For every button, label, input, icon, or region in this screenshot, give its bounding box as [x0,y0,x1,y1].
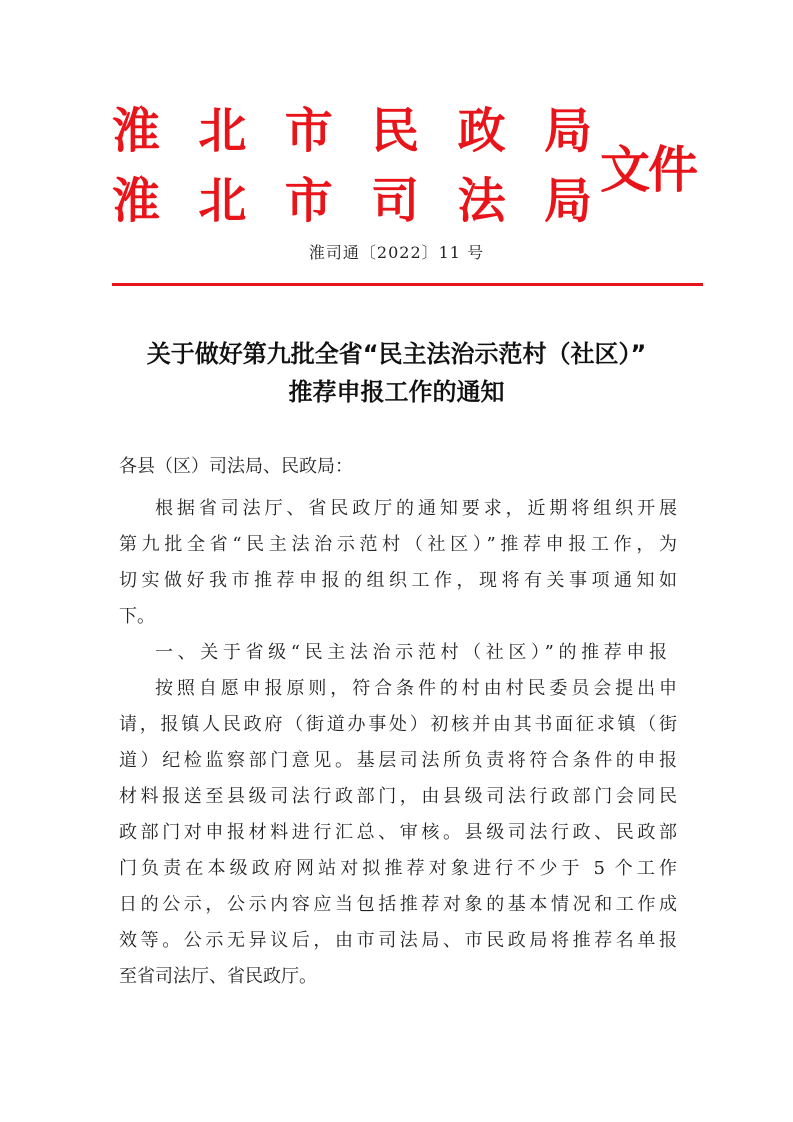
body-line: 效等。公示无异议后，由市司法局、市民政局将推荐名单报 [119,930,677,951]
body-line: 第九批全省“民主法治示范村（社区）”推荐申报工作，为 [119,534,677,555]
issuer-char: 淮 [112,173,161,229]
header-red-divider [112,283,703,286]
issuer-char: 北 [198,173,247,229]
section-heading: 一、关于省级“民主法治示范村（社区）”的推荐申报 [155,642,667,663]
issuer-char: 法 [457,173,506,229]
issuer-char: 淮 [112,103,161,159]
document-title-line-2: 推荐申报工作的通知 [288,378,505,406]
issuer-char: 政 [457,103,506,159]
issuer-char: 市 [284,103,333,159]
issuer-line-civil-affairs [112,100,592,162]
issuer-line-justice [112,170,592,232]
salutation: 各县（区）司法局、民政局： [119,456,353,477]
issuer-char: 局 [543,103,592,159]
body-line: 切实做好我市推荐申报的组织工作，现将有关事项通知如 [119,570,677,591]
body-line: 道）纪检监察部门意见。基层司法所负责将符合条件的申报 [119,750,677,771]
body-line: 下。 [119,606,155,627]
issuer-char: 民 [371,103,420,159]
issuer-char: 市 [284,173,333,229]
body-line: 请，报镇人民政府（街道办事处）初核并由其书面征求镇（街 [119,714,677,735]
body-line: 至省司法厅、省民政厅。 [119,966,317,987]
body-line: 根据省司法厅、省民政厅的通知要求，近期将组织开展 [155,498,677,519]
issuer-char: 司 [371,173,420,229]
body-line: 按照自愿申报原则，符合条件的村由村民委员会提出申 [155,678,677,699]
document-title-line-1: 关于做好第九批全省“民主法治示范村（社区）” [146,340,647,368]
issuer-char: 北 [198,103,247,159]
body-line: 政部门对申报材料进行汇总、审核。县级司法行政、民政部 [119,822,677,843]
body-line: 日的公示，公示内容应当包括推荐对象的基本情况和工作成 [119,894,677,915]
document-type-label: 文件 [600,140,696,199]
body-line: 材料报送至县级司法行政部门，由县级司法行政部门会同民 [119,786,677,807]
body-line: 门负责在本级政府网站对拟推荐对象进行不少于 5 个工作 [119,858,677,879]
document-number: 淮司通〔2022〕11 号 [308,243,485,262]
issuer-char: 局 [543,173,592,229]
